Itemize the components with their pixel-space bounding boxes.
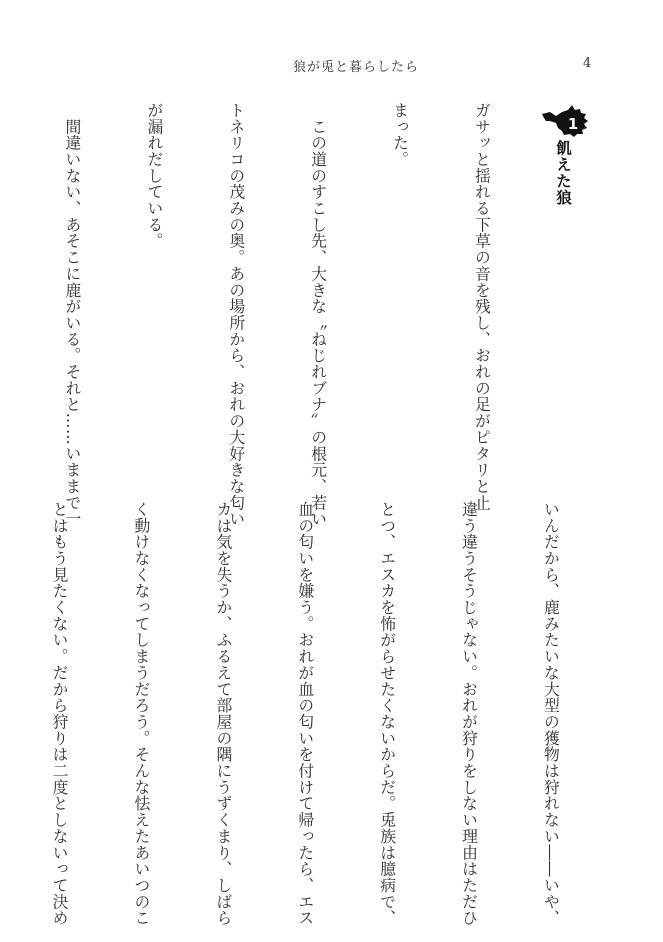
text-line: 間違いない、あそこに鹿がいる。それと……いままで一 [62, 102, 82, 528]
text-line: まった。 [390, 102, 410, 168]
text-line [0, 102, 4, 482]
chapter-title: 飢えた狼 [554, 140, 572, 206]
text-line: ガサッと揺れる下草の音を残し、おれの足がピタリと止 [472, 102, 492, 511]
text-line: が漏れだしている。 [144, 102, 164, 250]
text-line: カは気を失うか、ふるえて部屋の隅にうずくまり、しばら [213, 501, 233, 927]
page-number: 4 [583, 56, 592, 71]
text-line: とつ、エスカを怖がらせたくないからだ。兎族は臆病で、 [377, 501, 397, 927]
text-line: 違う違うそうじゃない。おれが狩りをしない理由はただひ [459, 501, 479, 927]
text-line: この道のすこし先、大きな〝ねじれブナ〟の根元、若い [308, 102, 328, 528]
text-line: 血の匂いを嫌う。おれが血の匂いを付けて帰ったら、エス [295, 501, 315, 927]
text-line: とはもう見たくない。だから狩りは二度としないって決め [50, 501, 70, 927]
text-line: トネリコの茂みの奥。あの場所から、おれの大好きな匂い [226, 102, 246, 528]
text-line: く動けなくなってしまうだろう。そんな怯えたあいつのこ [131, 501, 151, 927]
text-line: いんだから、鹿みたいな大型の獲物は狩れない――いや、 [541, 501, 561, 927]
text-block-top [0, 102, 550, 528]
running-title: 狼が兎と暮らしたら [293, 60, 420, 75]
chapter-number: 1 [567, 115, 579, 133]
text-block-bottom [0, 501, 619, 927]
